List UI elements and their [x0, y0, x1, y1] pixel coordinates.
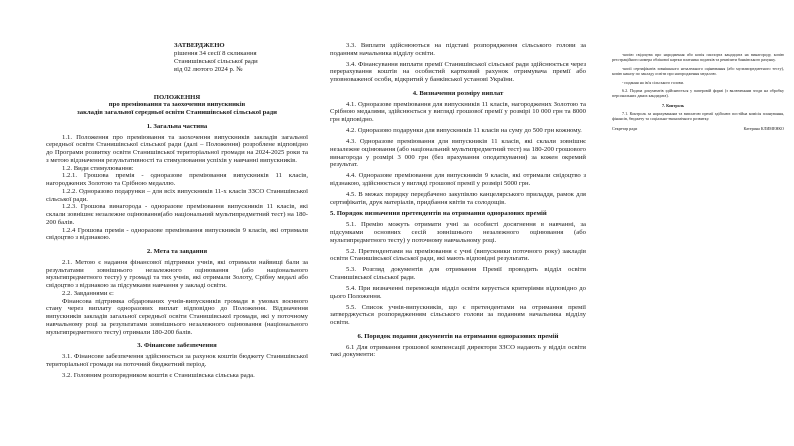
section-heading: 1. Загальна частина — [146, 122, 208, 130]
paragraph: Фінансова підтримка обдарованих учнів-випускників громади в умовах воєнного стану через виплату одноразових виплат відповідно до Положення. Відзначення випускників закладів загальної середньої освіти Станишівської громади, які у поточному навчальному році за результатами зовнішнього незалежного оцінювання (національного мультипредметного тесту) отримали 180-200 балів. — [46, 297, 308, 336]
paragraph: 7.1. Контроль за нарахуванням та виплатою премії здійснює постійна комісія планування, фінансів, бюджету та соціально-економічного розвитку. — [612, 111, 784, 122]
signatory-name: Катерина КЛИМЕНКО — [743, 125, 784, 131]
paragraph: 2.1. Метою є надання фінансової підтримки учнів, які отримали найвищі бали за результатами зовнішнього незалежного оцінювання (або національного мультипредметного тесту) у громаді та тих учнів, які отримали Золоту, Срібну медалі або свідоцтво з відзнакою за підсумками навчання у закладі освіти. — [46, 258, 308, 290]
paragraph: 4.4. Одноразове преміювання для випускників 9 класів, які отримали свідоцтво з відзнакою, здійснюється у вигляді грошової премії у розмірі 5000 грн. — [330, 172, 586, 187]
paragraph: 3.1. Фінансове забезпечення здійснюється за рахунок коштів бюджету Станишівської територіальної громади на поточний бюджетний період. — [46, 353, 308, 368]
paragraph: 6.1 Для отримання грошової компенсації директори ЗЗСО надають у відділ освіти такі документи: — [330, 343, 586, 359]
document-page-2 — [322, 0, 594, 446]
section-heading: 4. Визначення розміру виплат — [412, 89, 504, 97]
approved-line: від 02 лютого 2024 р. № — [174, 65, 243, 73]
paragraph: 5.4. При визначенні переможців відділ освіти керується критеріями відповідно до цього Положення. — [330, 285, 586, 300]
approved-heading: ЗАТВЕРДЖЕНО — [174, 42, 225, 49]
paragraph: 5.2. Претендентами на преміювання є учні (випускники поточного року) закладів освіти Станишівської сільської ради, які мають відповідні результати. — [330, 247, 586, 263]
signature-row — [612, 126, 784, 131]
section-heading: 2. Мета та завдання — [146, 248, 208, 256]
list-item: -копії сертифікатів зовнішнього незалежного оцінювання (або мультипредметного тесту), копію наказу по закладу освіти про нагородження медаллю. — [612, 65, 784, 77]
paragraph: 5.5. Список учнів-випускників, що є претендентами на отримання премії затверджується розпорядженням сільського голови за поданням начальника відділу освіти. — [330, 303, 586, 327]
paragraph: 3.3. Виплати здійснюються на підставі розпорядження сільського голови за поданням начальника відділу освіти. — [330, 42, 586, 57]
paragraph: 1.2.2. Одноразово подарунки – для всіх випускників 11-х класів ЗЗСО Станишівської сільської ради. — [46, 187, 308, 203]
paragraph: 4.2. Одноразово подарунки для випускників 11 класів на суму до 500 грн кожному. — [346, 127, 582, 135]
paragraph: 1.2.4 Грошова премія - одноразове преміювання випускників 9 класів, які отримали свідоцтво з відзнакою. — [46, 226, 308, 242]
paragraph: 3.2. Головним розпорядником коштів є Станишівська сільська рада. — [62, 371, 255, 379]
approved-line: Станишівської сільської ради — [174, 57, 258, 65]
section-heading: 6. Порядок подання документів на отримання одноразових премій — [357, 332, 559, 340]
paragraph: 4.5. В межах порядку передбачено закупівлю канцелярського приладдя, рамок для сертифікатів, друк матеріалів, придбання квітів та солодощів. — [330, 190, 586, 206]
title-line: ПОЛОЖЕННЯ — [153, 93, 201, 101]
paragraph: 3.4. Фінансування виплати премії Станишівської сільської ради здійснюється через перерахування коштів на особистий картковий рахунок отримувача премії або уповноваженої особи, відкритий у банківської установі України. — [330, 60, 586, 84]
signatory-role: Секретар ради — [612, 125, 638, 131]
paragraph: 1.2.3. Грошова винагорода - одноразове преміювання випускників 11 класів, які склали зовнішнє незалежне оцінювання(або національний мультипредметний тест) на 180-200 балів. — [46, 203, 308, 226]
approved-line: рішення 34 сесії 8 скликання — [174, 49, 257, 57]
section-heading: 7. Контроль — [662, 102, 685, 108]
paragraph: 6.2. Подача документів здійснюється у паперовій формі (з включенням згоди на обробку персональних даних кандидата). — [612, 88, 784, 99]
paragraph: 1.2.1. Грошова премія - одноразове преміювання випускників 11 класів, нагороджених Золотою та Срібною медаллю. — [46, 172, 308, 188]
paragraph: 1.2. Види стимулювання: — [62, 164, 134, 172]
document-page-3 — [594, 0, 794, 446]
paragraph: 1.1. Положення про преміювання та заохочення випускників закладів загальної середньої освіти Станишівської сільської ради (далі – Положення) розроблене відповідно до Програми розвитку освіти Станишівської територіальної громади на 2024-2025 роки та з метою відзначення результативності та стимулювання успіхів у навчанні випускників. — [46, 133, 308, 164]
paragraph: 5.1. Премію можуть отримати учні за особисті досягнення в навчанні, за підсумками основних сесій зовнішнього незалежного оцінювання (або мультипредметного тесту) у поточному навчальному році. — [330, 221, 586, 244]
title-line: про преміювання та заохочення випускників — [108, 101, 246, 109]
list-item: - подання на ім'я сільського голови. — [622, 79, 684, 85]
paragraph: 4.3. Одноразове преміювання для випускників 11 класів, які склали зовнішнє незалежне оцінювання (або національний мультипредметний тест) на 180-200 грошового винагорода у розмірі 3 000 грн (без врахування оподаткування) за кожен окремий результат. — [330, 138, 586, 169]
paragraph: 5.3. Розгляд документів для отримання Премії проводить відділ освіти Станишівської сільської ради. — [330, 266, 586, 282]
section-heading: 3. Фінансове забезпечення — [137, 342, 217, 350]
title-line: закладів загальної середньої освіти Станишівської сільської ради — [77, 109, 277, 117]
approval-stamp — [174, 42, 308, 74]
list-item: -копію свідоцтва про народження або копія паспорта кандидата на винагороду, копію реєстраційного номера облікової картки платника податків та реквізити банківського рахунку. — [612, 52, 784, 63]
section-heading: 5. Порядок визначення претендентів на отримання одноразових премій — [330, 210, 547, 218]
paragraph: 2.2. Завданнями є: — [62, 289, 114, 297]
document-page-1 — [0, 0, 322, 446]
paragraph: 4.1. Одноразове преміювання для випускників 11 класів, нагороджених Золотою та Срібною медалями, здійснюється у вигляді грошової премії у розмірі 10 000 грн та 8000 грн відповідно. — [330, 100, 586, 124]
document-title — [46, 94, 308, 117]
